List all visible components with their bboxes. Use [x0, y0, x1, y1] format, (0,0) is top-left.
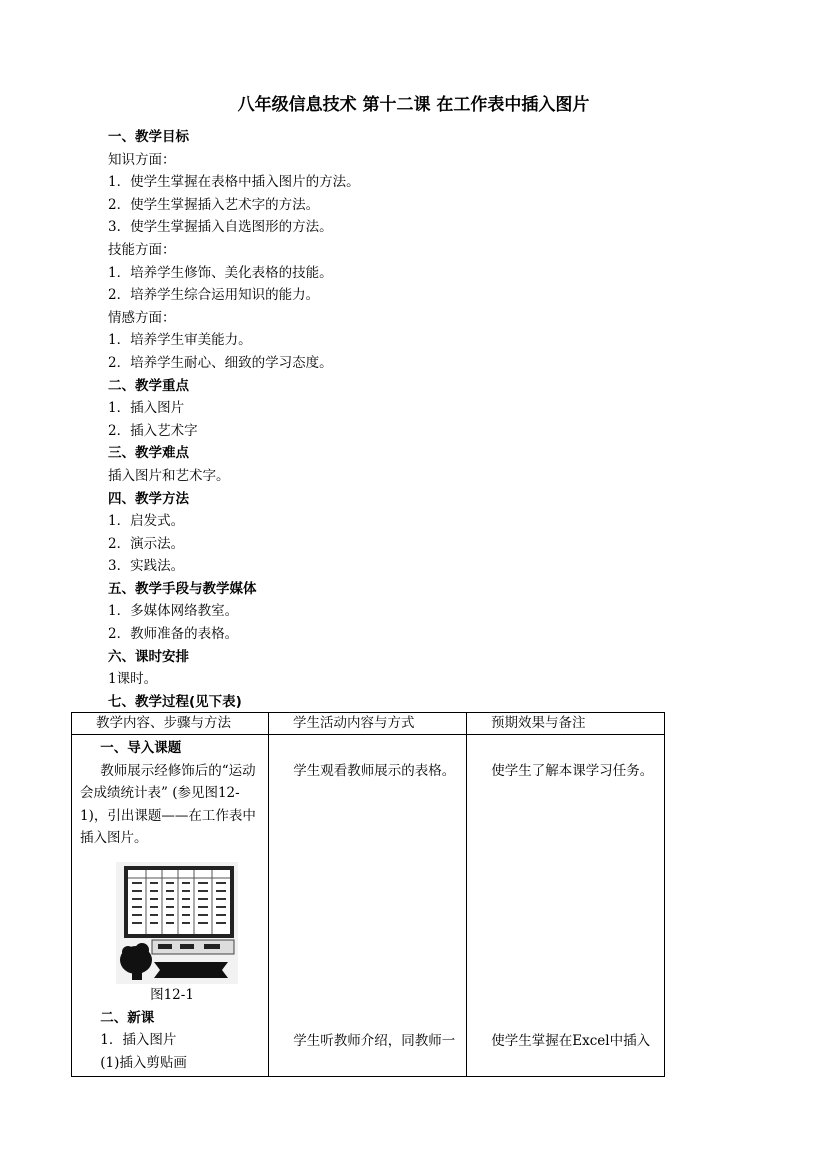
lesson-outline: [108, 126, 708, 713]
outline-line: 2．培养学生综合运用知识的能力。: [108, 287, 320, 304]
outline-line: 技能方面：: [108, 241, 176, 258]
outline-line: 知识方面：: [108, 151, 176, 168]
list-item: (1)插入剪贴画: [100, 1054, 187, 1071]
spreadsheet-figure: [116, 862, 238, 984]
outline-line: 1．使学生掌握在表格中插入图片的方法。: [108, 174, 360, 191]
figure-image: [116, 862, 238, 984]
outline-line: 1．启发式。: [108, 513, 185, 530]
outline-line: 2．使学生掌握插入艺术字的方法。: [108, 196, 320, 213]
outline-line: 3．使学生掌握插入自选图形的方法。: [108, 219, 333, 236]
section-heading: 二、教学重点: [108, 377, 189, 394]
header-cell: 学生活动内容与方式: [269, 713, 467, 735]
section-heading: 二、新课: [100, 1009, 155, 1026]
outline-line: 1．培养学生审美能力。: [108, 332, 252, 349]
effect-cell: [467, 735, 665, 1077]
section-heading: 一、导入课题: [100, 740, 182, 756]
activity-cell: [269, 735, 467, 1077]
header-cell: 教学内容、步骤与方法: [72, 713, 269, 735]
outline-line: 2．演示法。: [108, 535, 185, 552]
student-activity: 学生听教师介绍，同教师一: [293, 1033, 456, 1050]
section-heading: 三、教学难点: [108, 445, 189, 462]
outline-line: 1．插入图片: [108, 400, 185, 417]
figure-caption: 图12-1: [150, 986, 194, 1003]
outline-line: 2．教师准备的表格。: [108, 626, 239, 643]
expected-effect: 使学生了解本课学习任务。: [491, 762, 654, 779]
table-row: [72, 735, 665, 1077]
section-body: 教师展示经修饰后的“运动会成绩统计表” (参见图12-1)，引出课题——在工作表中插入图片。: [80, 762, 256, 847]
student-activity: 学生观看教师展示的表格。: [293, 762, 456, 779]
outline-line: 2．插入艺术字: [108, 422, 198, 439]
table-header-row: [72, 713, 665, 735]
outline-line: 1．培养学生修饰、美化表格的技能。: [108, 264, 333, 281]
outline-line: 3．实践法。: [108, 558, 185, 575]
list-item: 1．插入图片: [100, 1032, 177, 1049]
teaching-process-table: [71, 712, 665, 1077]
section-heading: 六、课时安排: [108, 648, 189, 665]
expected-effect: 使学生掌握在Excel中插入: [491, 1033, 651, 1050]
outline-line: 插入图片和艺术字。: [108, 467, 230, 484]
document-title: 八年级信息技术 第十二课 在工作表中插入图片: [237, 95, 590, 115]
section-heading: 五、教学手段与教学媒体: [108, 580, 257, 597]
section-heading: 一、教学目标: [108, 129, 189, 145]
section-heading: 四、教学方法: [108, 490, 189, 507]
outline-line: 1课时。: [108, 671, 158, 688]
outline-line: 2．培养学生耐心、细致的学习态度。: [108, 354, 333, 371]
content-cell: [72, 735, 269, 1077]
outline-line: 1．多媒体网络教室。: [108, 603, 239, 620]
header-cell: 预期效果与备注: [467, 713, 665, 735]
outline-line: 情感方面：: [108, 309, 176, 326]
section-heading: 七、教学过程(见下表): [108, 693, 242, 710]
